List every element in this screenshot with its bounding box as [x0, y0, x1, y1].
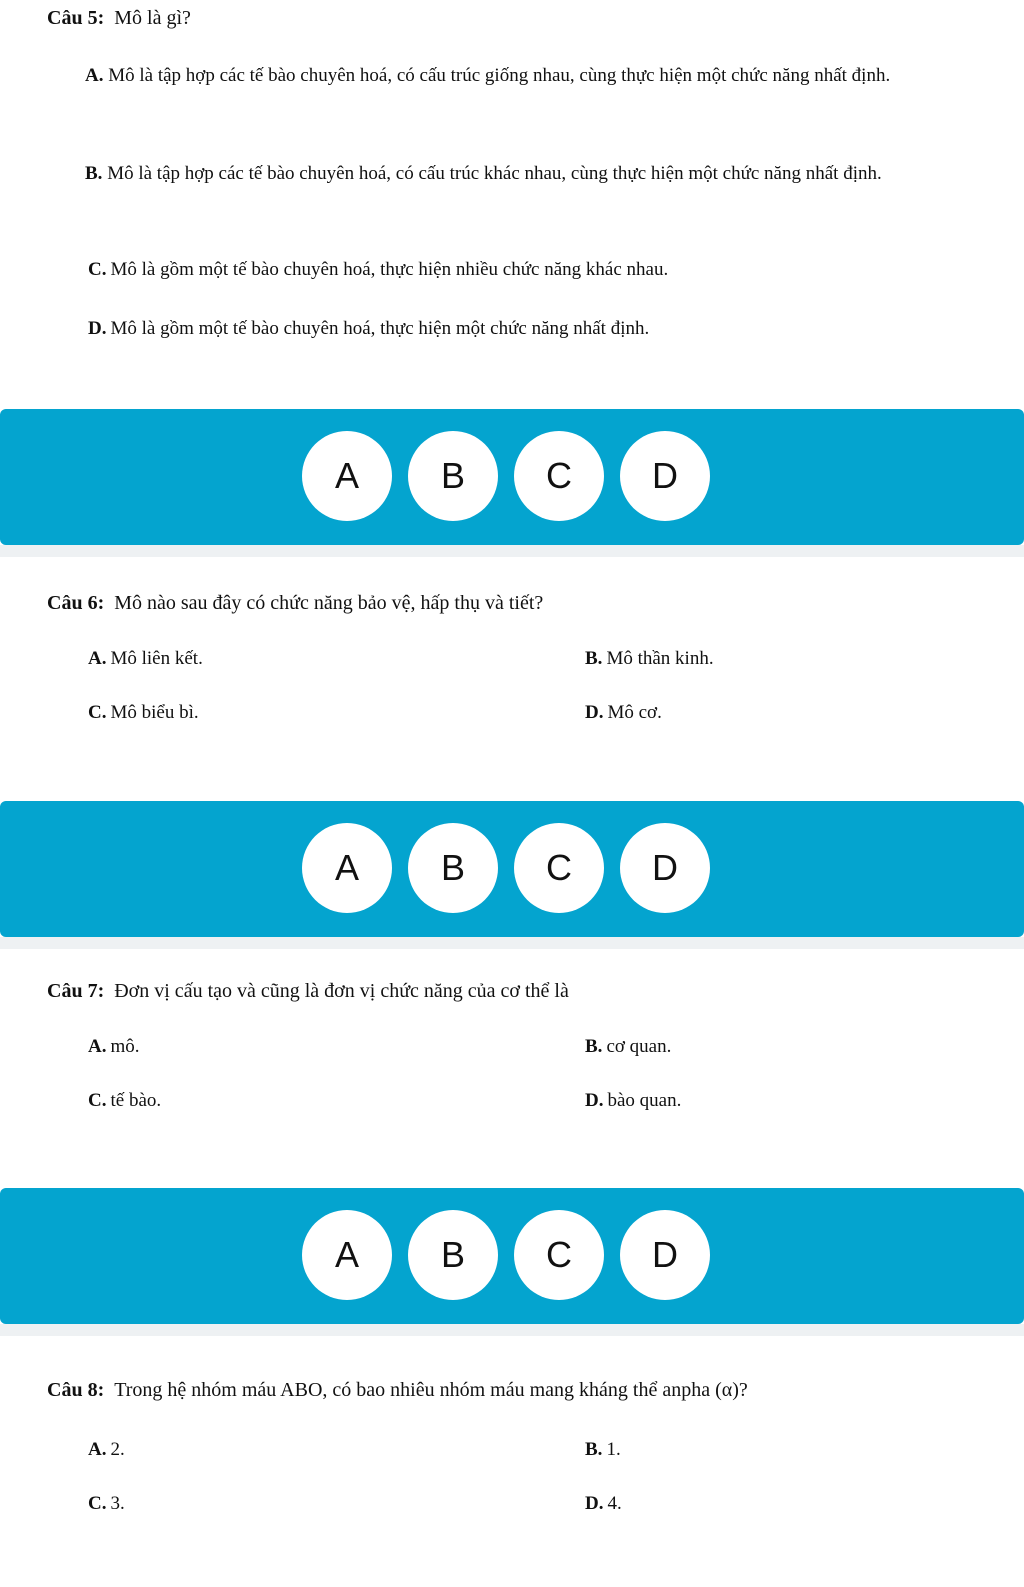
question-6-title	[47, 591, 543, 615]
answer-c-button[interactable]: C	[514, 823, 604, 913]
option-text: 3.	[110, 1493, 125, 1514]
option-d	[585, 1492, 622, 1516]
question-label: Câu 7:	[47, 980, 105, 1002]
option-key: A.	[85, 65, 104, 86]
option-d	[585, 1089, 681, 1113]
option-a	[88, 647, 203, 671]
option-key: A.	[88, 1036, 107, 1057]
option-key: A.	[88, 648, 107, 669]
option-key: A.	[88, 1439, 107, 1460]
question-label: Câu 5:	[47, 7, 105, 29]
answer-c-button[interactable]: C	[514, 1210, 604, 1300]
option-b	[85, 150, 961, 198]
option-key: D.	[585, 1090, 604, 1111]
option-key: D.	[88, 318, 107, 339]
option-text: Mô là tập hợp các tế bào chuyên hoá, có cấu trúc giống nhau, cùng thực hiện một chức năng nhất định.	[108, 65, 891, 86]
question-label: Câu 8:	[47, 1379, 105, 1401]
option-text: Mô biểu bì.	[110, 702, 199, 723]
answer-b-button[interactable]: B	[408, 431, 498, 521]
option-text: Mô là gồm một tế bào chuyên hoá, thực hiện nhiều chức năng khác nhau.	[110, 259, 669, 280]
question-7-title	[47, 979, 569, 1003]
option-text: Mô liên kết.	[110, 648, 203, 669]
answer-b-button[interactable]: B	[408, 823, 498, 913]
answer-a-button[interactable]: A	[302, 823, 392, 913]
divider	[0, 545, 1024, 557]
answer-d-button[interactable]: D	[620, 1210, 710, 1300]
option-b	[585, 1035, 671, 1059]
option-c	[88, 258, 668, 282]
option-d	[88, 317, 649, 341]
option-b	[585, 1438, 621, 1462]
option-text: Mô là tập hợp các tế bào chuyên hoá, có cấu trúc khác nhau, cùng thực hiện một chức năng nhất định.	[107, 163, 882, 184]
option-text: Mô thần kinh.	[606, 648, 714, 669]
question-text: Mô là gì?	[114, 7, 191, 29]
option-text: Mô cơ.	[607, 702, 662, 723]
option-key: C.	[88, 702, 107, 723]
option-text: 4.	[607, 1493, 622, 1514]
option-key: C.	[88, 259, 107, 280]
option-d	[585, 701, 662, 725]
option-key: B.	[85, 163, 103, 184]
option-key: B.	[585, 648, 603, 669]
option-key: C.	[88, 1090, 107, 1111]
option-c	[88, 1089, 161, 1113]
answer-b-button[interactable]: B	[408, 1210, 498, 1300]
answer-d-button[interactable]: D	[620, 431, 710, 521]
option-text: 1.	[606, 1439, 621, 1460]
option-text: tế bào.	[110, 1090, 162, 1111]
option-c	[88, 701, 199, 725]
option-key: B.	[585, 1439, 603, 1460]
option-text: 2.	[110, 1439, 125, 1460]
option-text: cơ quan.	[606, 1036, 672, 1057]
answer-bar-question-7	[0, 1188, 1024, 1324]
option-c	[88, 1492, 125, 1516]
option-key: C.	[88, 1493, 107, 1514]
answer-bar-question-6	[0, 801, 1024, 937]
answer-c-button[interactable]: C	[514, 431, 604, 521]
answer-bar-question-5	[0, 409, 1024, 545]
answer-d-button[interactable]: D	[620, 823, 710, 913]
option-a	[88, 1035, 140, 1059]
question-5-card	[0, 0, 1024, 405]
question-8-title	[47, 1378, 748, 1402]
option-b	[585, 647, 714, 671]
option-text: bào quan.	[607, 1090, 682, 1111]
question-7-card	[0, 949, 1024, 1184]
option-a	[85, 52, 961, 100]
question-text: Trong hệ nhóm máu ABO, có bao nhiêu nhóm máu mang kháng thể anpha (α)?	[114, 1379, 748, 1401]
divider	[0, 937, 1024, 949]
question-text: Mô nào sau đây có chức năng bảo vệ, hấp thụ và tiết?	[114, 592, 544, 614]
question-label: Câu 6:	[47, 592, 105, 614]
option-key: D.	[585, 702, 604, 723]
question-6-card	[0, 557, 1024, 797]
option-key: D.	[585, 1493, 604, 1514]
question-text: Đơn vị cấu tạo và cũng là đơn vị chức năng của cơ thể là	[114, 980, 569, 1002]
question-5-title	[47, 6, 191, 30]
answer-a-button[interactable]: A	[302, 1210, 392, 1300]
option-text: mô.	[110, 1036, 140, 1057]
divider	[0, 1324, 1024, 1336]
option-text: Mô là gồm một tế bào chuyên hoá, thực hiện một chức năng nhất định.	[110, 318, 650, 339]
option-key: B.	[585, 1036, 603, 1057]
answer-a-button[interactable]: A	[302, 431, 392, 521]
question-8-card	[0, 1336, 1024, 1587]
option-a	[88, 1438, 125, 1462]
